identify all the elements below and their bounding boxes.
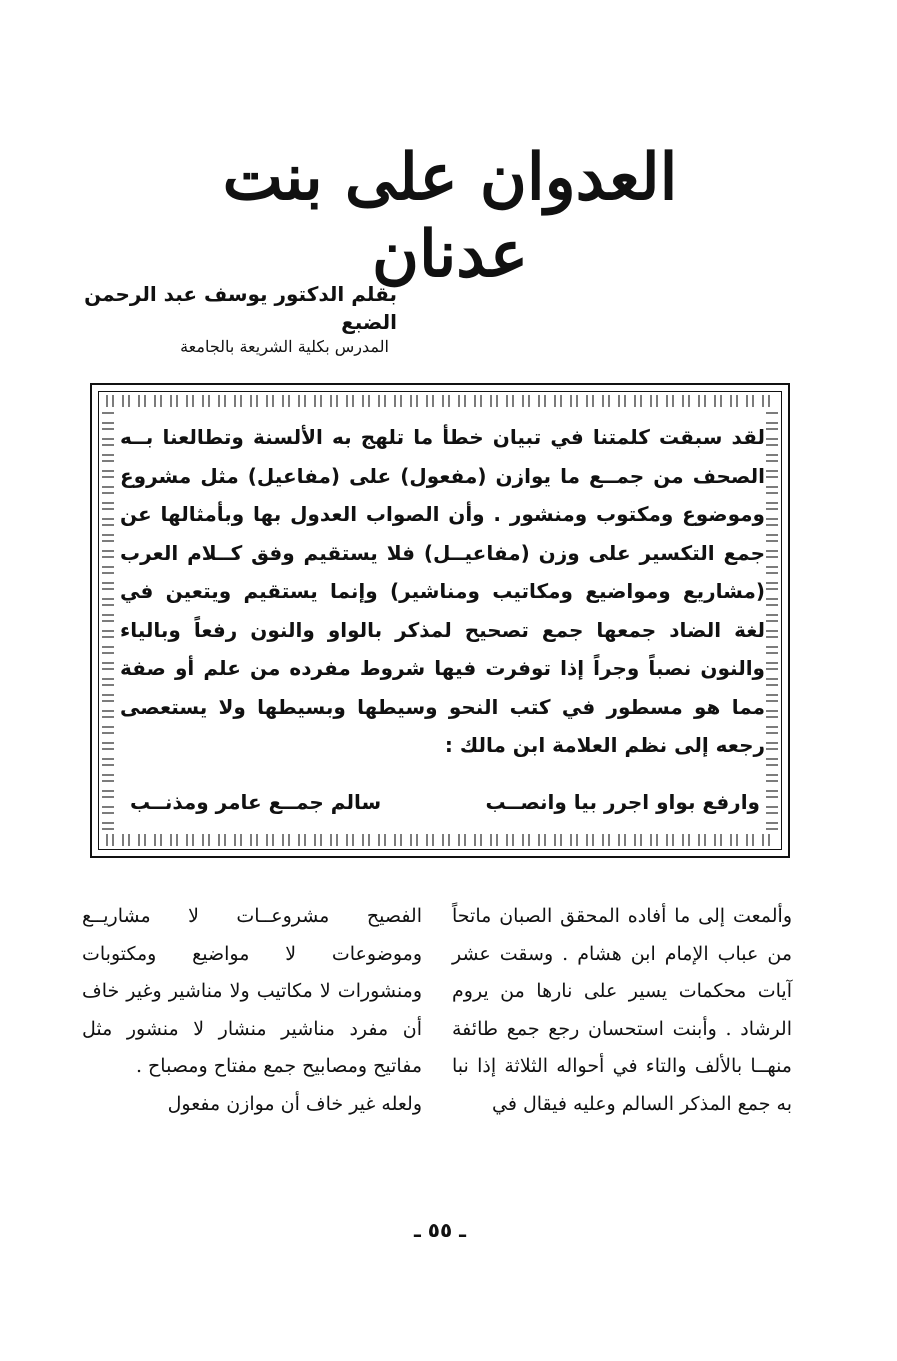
byline <box>57 280 397 358</box>
column-right-paragraph: وألمعت إلى ما أفاده المحقق الصبان ماتحاً من عباب الإمام ابن هشام . وسقت عشر آيات محكمات يسير على نارها من يروم الرشاد . وأبنت استحسان رجع جمع طائفة منهــا بالألف والتاء في أحواله الثلاثة إذا نبا به جمع المذكر السالم وعليه فيقال في <box>452 905 792 1115</box>
author-name: بقلم الدكتور يوسف عبد الرحمن الضبع <box>84 282 397 334</box>
boxed-paragraph-text: لقد سبقت كلمتنا في تبيان خطأ ما تلهج به الألسنة وتطالعنا بــه الصحف من جمــع ما يوازن (مفعول) على (مفاعيل) مثل مشروع وموضوع ومكتوب ومنشور . وأن الصواب العدول بها وبأمثالها عن جمع التكسير على وزن (مفاعيــل) فلا يستقيم وفق كــلام العرب (مشاريع ومواضيع ومكاتيب ومناشير) وإنما يستقيم ويتعين في لغة الضاد جمعها جمع تصحيح لمذكر بالواو والنون رفعاً وبالياء والنون نصباً وجراً إذا توفرت فيها شروط مفرده من علم أو صفة مما هو مسطور في كتب النحو وسيطها وبسيطها ولا يستعصى رجعه إلى نظم العلامة ابن مالك : <box>120 425 765 757</box>
author-role: المدرس بكلية الشريعة بالجامعة <box>180 337 389 356</box>
frame-pattern-left <box>102 411 114 830</box>
boxed-paragraph <box>120 418 765 765</box>
column-right <box>452 898 792 1124</box>
frame-pattern-right <box>766 411 778 830</box>
page-number: ـ ٥٥ ـ <box>413 1218 467 1242</box>
verse-second-hemistich: سالم جمــع عامر ومذنــب <box>130 790 382 814</box>
column-left-paragraph-2: ولعله غير خاف أن موازن مفعول <box>167 1092 422 1115</box>
column-left <box>82 898 422 1124</box>
column-left-paragraph-1: الفصيح مشروعــات لا مشاريــع وموضوعات لا مواضيع ومكتوبات ومنشورات لا مكاتيب ولا مناشير وغير خاف أن مفرد مناشير منشار لا منشور مثل مفاتيح ومصابيح جمع مفتاح ومصباح . <box>82 905 422 1078</box>
poem-verse <box>130 790 760 814</box>
article-title: العدوان على بنت عدنان <box>222 140 678 292</box>
frame-pattern-top <box>106 395 774 407</box>
verse-first-hemistich: وارفع بواو اجرر بيا وانصــب <box>485 790 760 814</box>
frame-pattern-bottom <box>106 834 774 846</box>
